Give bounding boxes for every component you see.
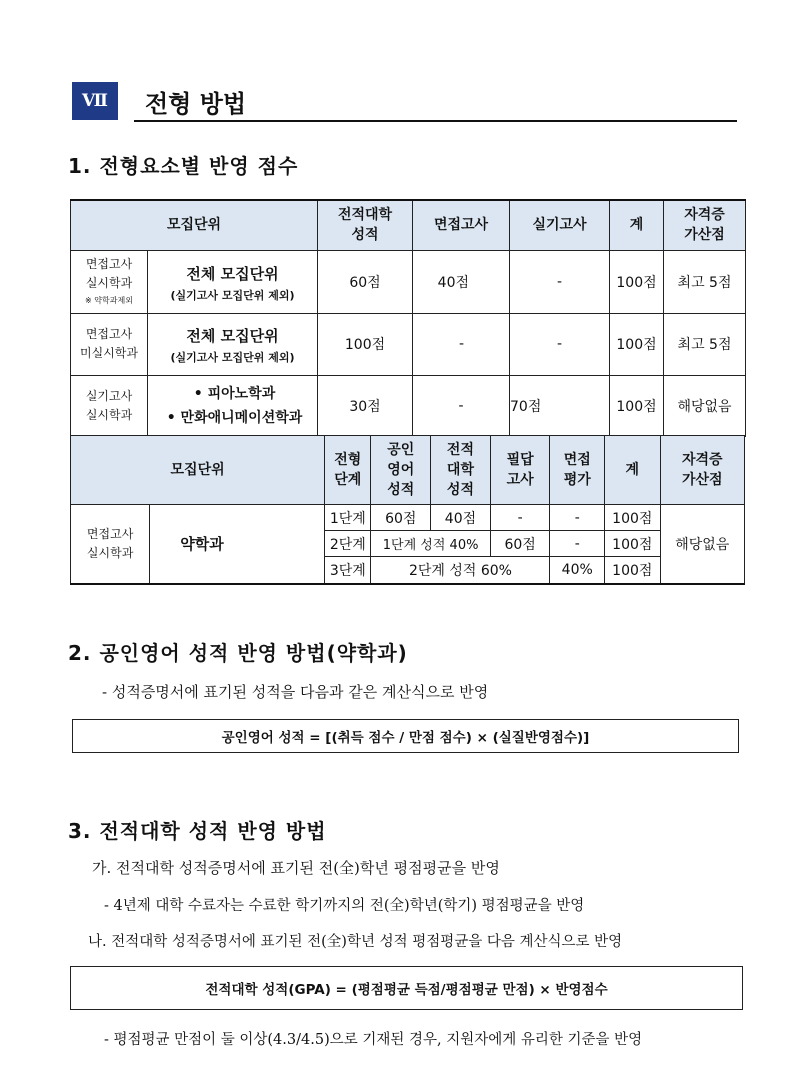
interview-score: 40% bbox=[550, 557, 605, 584]
previous-stage-score: 2단계 성적 60% bbox=[371, 557, 550, 584]
total-score: 100점 bbox=[605, 505, 661, 531]
header-transfer: 전적대학 성적 bbox=[318, 200, 413, 250]
section-2-description: - 성적증명서에 표기된 성적을 다음과 같은 계산식으로 반영 bbox=[102, 683, 489, 701]
unit-cell bbox=[148, 375, 318, 436]
practical-score: 70점 bbox=[510, 375, 610, 436]
stage-label: 3단계 bbox=[325, 557, 371, 584]
unit-cell: 전체 모집단위 (실기고사 모집단위 제외) bbox=[148, 313, 318, 375]
header-cert: 자격증 가산점 bbox=[660, 436, 744, 505]
previous-stage-score: 1단계 성적 40% bbox=[371, 531, 490, 557]
transfer-score: 30점 bbox=[318, 375, 413, 436]
chapter-title: 전형 방법 bbox=[145, 90, 247, 118]
item-ga: 가. 전적대학 성적증명서에 표기된 전(全)학년 평점평균을 반영 bbox=[92, 859, 500, 877]
stage-label: 1단계 bbox=[325, 505, 371, 531]
interview-score: - bbox=[413, 313, 510, 375]
row-note: ※ 약학과제외 bbox=[85, 295, 133, 305]
table-row bbox=[71, 375, 746, 436]
interview-score: - bbox=[413, 375, 510, 436]
chapter-underline bbox=[134, 120, 737, 122]
item-ga-sub: - 4년제 대학 수료자는 수료한 학기까지의 전(全)학년(학기) 평점평균을 반영 bbox=[104, 898, 585, 914]
transfer-score: 100점 bbox=[318, 313, 413, 375]
interview-score: - bbox=[550, 531, 605, 557]
written-score: 60점 bbox=[490, 531, 550, 557]
table-row bbox=[71, 505, 745, 531]
gpa-note: - 평점평균 만점이 둘 이상(4.3/4.5)으로 기재된 경우, 지원자에게 유리한 기준을 반영 bbox=[104, 1032, 643, 1048]
unit-cell: 전체 모집단위 (실기고사 모집단위 제외) bbox=[148, 250, 318, 313]
total-score: 100점 bbox=[610, 375, 664, 436]
score-table-pharmacy bbox=[70, 435, 745, 585]
cert-bonus: 해당없음 bbox=[660, 505, 744, 584]
header-unit: 모집단위 bbox=[71, 200, 318, 250]
header-practical: 실기고사 bbox=[510, 200, 610, 250]
header-english: 공인 영어 성적 bbox=[371, 436, 431, 505]
row-label: 면접고사 실시학과 ※ 약학과제외 bbox=[71, 250, 148, 313]
transfer-score: 60점 bbox=[318, 250, 413, 313]
interview-score: 40점 bbox=[413, 250, 510, 313]
table-row bbox=[71, 250, 746, 313]
header-unit: 모집단위 bbox=[71, 436, 325, 505]
header-stage: 전형 단계 bbox=[325, 436, 371, 505]
header-total: 계 bbox=[610, 200, 664, 250]
gpa-formula: 전적대학 성적(GPA) = (평점평균 득점/평점평균 만점) × 반영점수 bbox=[70, 966, 743, 1010]
row-label: 면접고사 미실시학과 bbox=[71, 313, 148, 375]
total-score: 100점 bbox=[605, 557, 661, 584]
header-interview: 면접고사 bbox=[413, 200, 510, 250]
table-row bbox=[71, 313, 746, 375]
list-item: • 만화애니메이션학과 bbox=[166, 409, 303, 426]
english-score: 60점 bbox=[371, 505, 431, 531]
row-label: 실기고사 실시학과 bbox=[71, 375, 148, 436]
row-label: 면접고사 실시학과 bbox=[71, 505, 150, 584]
english-score-formula: 공인영어 성적 = [(취득 점수 / 만점 점수) × (실질반영점수)] bbox=[72, 719, 739, 753]
header-transfer: 전적 대학 성적 bbox=[431, 436, 491, 505]
written-score: - bbox=[490, 505, 550, 531]
unit-cell: 약학과 bbox=[150, 505, 325, 584]
transfer-score: 40점 bbox=[431, 505, 491, 531]
table1-header-row bbox=[71, 200, 746, 250]
chapter-number-badge: Ⅶ bbox=[72, 82, 118, 120]
section-3-title: 3. 전적대학 성적 반영 방법 bbox=[68, 819, 327, 843]
header-cert: 자격증 가산점 bbox=[664, 200, 746, 250]
practical-score: - bbox=[510, 250, 610, 313]
section-1-title: 1. 전형요소별 반영 점수 bbox=[68, 154, 299, 178]
header-total: 계 bbox=[605, 436, 661, 505]
header-interview: 면접 평가 bbox=[550, 436, 605, 505]
interview-score: - bbox=[550, 505, 605, 531]
table2-header-row bbox=[71, 436, 745, 505]
stage-label: 2단계 bbox=[325, 531, 371, 557]
section-2-title: 2. 공인영어 성적 반영 방법(약학과) bbox=[68, 641, 408, 665]
score-table-general bbox=[70, 199, 746, 437]
practical-score: - bbox=[510, 313, 610, 375]
item-na: 나. 전적대학 성적증명서에 표기된 전(全)학년 성적 평점평균을 다음 계산식으로 반영 bbox=[88, 934, 623, 950]
cert-bonus: 최고 5점 bbox=[664, 313, 746, 375]
cert-bonus: 해당없음 bbox=[664, 375, 746, 436]
total-score: 100점 bbox=[610, 250, 664, 313]
total-score: 100점 bbox=[605, 531, 661, 557]
total-score: 100점 bbox=[610, 313, 664, 375]
cert-bonus: 최고 5점 bbox=[664, 250, 746, 313]
header-written: 필답 고사 bbox=[490, 436, 550, 505]
list-item: • 피아노학과 bbox=[193, 385, 276, 402]
